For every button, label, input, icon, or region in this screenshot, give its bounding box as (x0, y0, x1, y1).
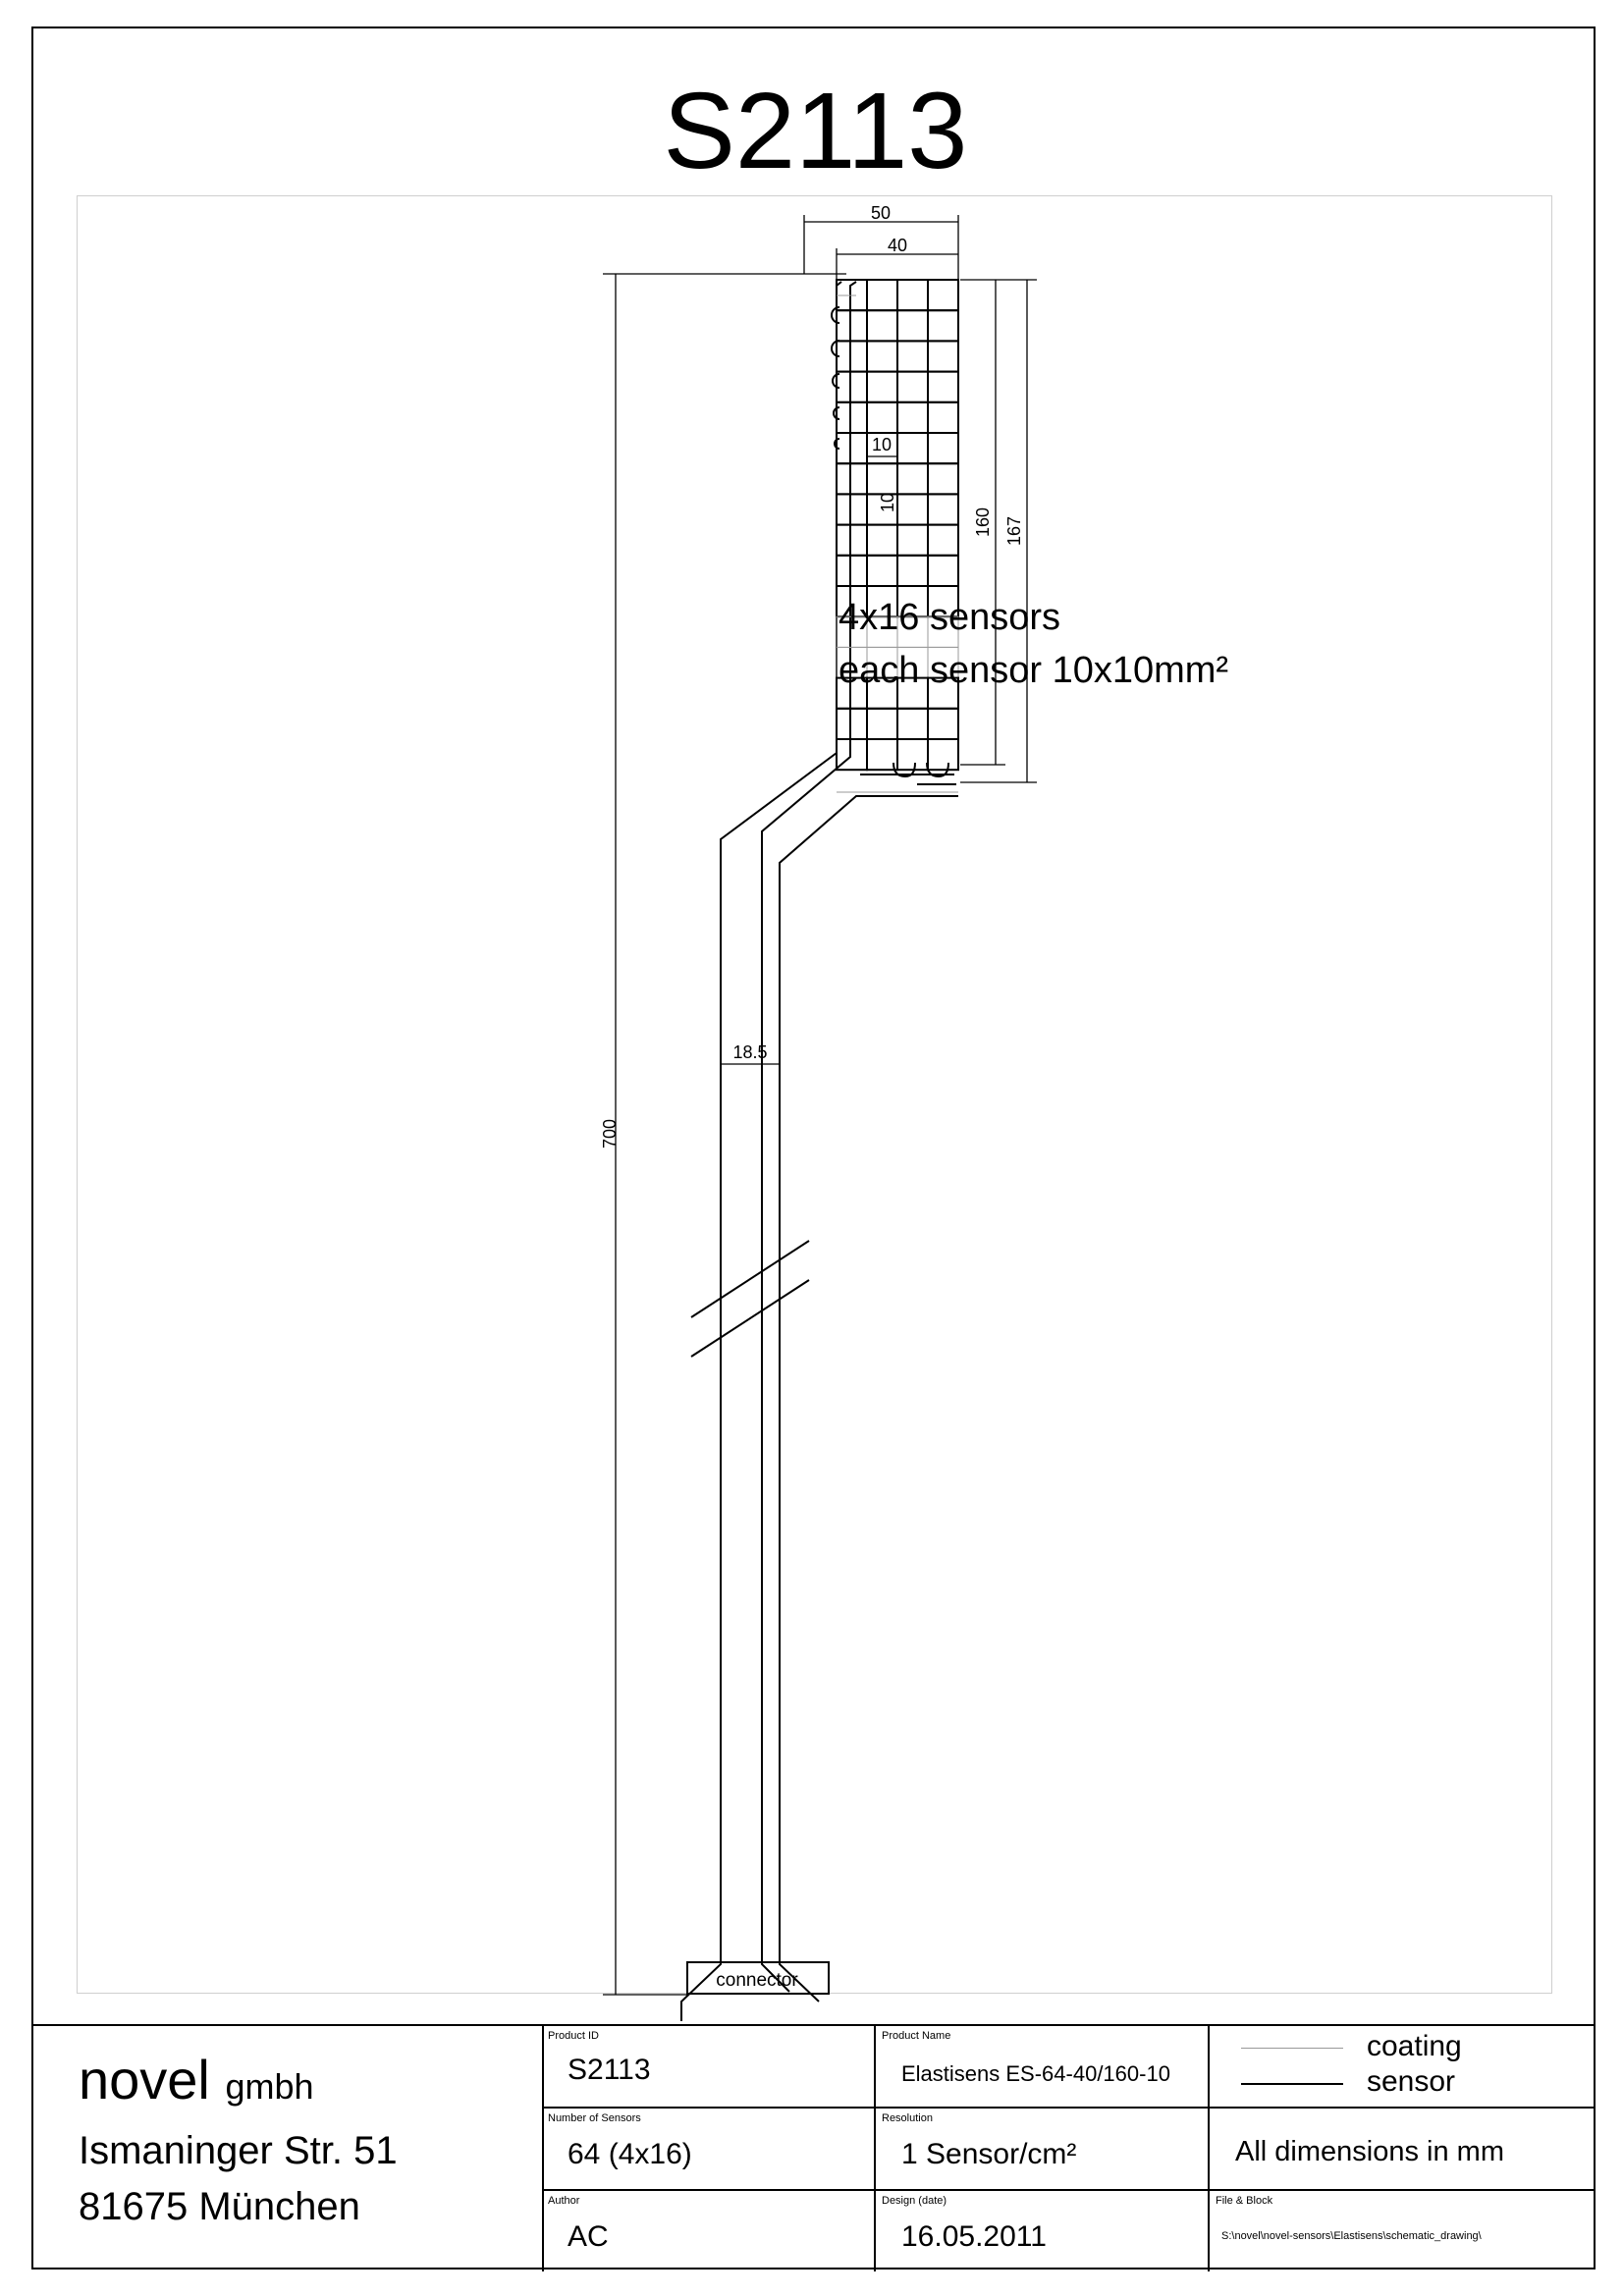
sensor-cell (897, 709, 928, 739)
sensor-cell (867, 463, 897, 494)
product-name-cell (876, 2026, 1210, 2109)
break-line-1 (691, 1241, 809, 1317)
sensor-cell (867, 280, 897, 310)
dim-label-167: 167 (1004, 515, 1024, 547)
resolution-cell (876, 2109, 1210, 2191)
sensor-cell (867, 372, 897, 402)
sensor-cell (897, 341, 928, 371)
author-label: Author (548, 2195, 580, 2207)
num-sensors-cell (542, 2109, 876, 2191)
sensor-cell (867, 341, 897, 371)
file-path: S:\novel\novel-sensors\Elastisens\schematic_drawing\ (1221, 2230, 1482, 2242)
sensor-cell (897, 739, 928, 770)
sensor-cell (837, 556, 867, 586)
dimensions-note: All dimensions in mm (1235, 2136, 1504, 2167)
sensor-cell (897, 433, 928, 463)
dim-label-700: 700 (600, 1118, 620, 1149)
dim-label-10-vertical: 10 (878, 492, 897, 513)
dim-label-18-5: 18.5 (732, 1042, 768, 1062)
design-date-value: 16.05.2011 (901, 2220, 1047, 2253)
sensor-cell (897, 402, 928, 433)
drawing-sheet (31, 27, 1596, 2269)
sensor-schematic (33, 28, 1594, 2021)
product-id-value: S2113 (568, 2054, 651, 2086)
resolution-value: 1 Sensor/cm² (901, 2138, 1077, 2170)
sensor-cell (928, 739, 958, 770)
sensor-cell (837, 372, 867, 402)
sensor-cell (837, 310, 867, 341)
sensor-size-label: each sensor 10x10mm² (839, 650, 1229, 691)
sensor-grid (837, 280, 958, 770)
legend-sensor: sensor (1367, 2065, 1456, 2098)
sensor-count-label: 4x16 sensors (839, 597, 1061, 638)
num-sensors-label: Number of Sensors (548, 2112, 641, 2124)
sensor-outline-right (780, 796, 958, 2002)
dimensions-note-cell (1210, 2109, 1594, 2191)
sensor-cell (897, 494, 928, 524)
company-name (79, 2048, 314, 2111)
file-label: File & Block (1216, 2195, 1273, 2207)
design-date-label: Design (date) (882, 2195, 947, 2207)
num-sensors-value: 64 (4x16) (568, 2138, 692, 2170)
sensor-cell (897, 556, 928, 586)
file-cell (1210, 2191, 1594, 2271)
dim-label-10-horizontal: 10 (871, 435, 893, 454)
product-name-label: Product Name (882, 2030, 951, 2042)
sensor-cell (928, 341, 958, 371)
sensor-cell (837, 402, 867, 433)
product-id-cell (542, 2026, 876, 2109)
sensor-cell (837, 525, 867, 556)
sensor-cell (928, 402, 958, 433)
sensor-cell (837, 433, 867, 463)
company-name-text: novel (79, 2049, 210, 2110)
sensor-cell (928, 372, 958, 402)
coating-line (1241, 2048, 1343, 2049)
sensor-cell (928, 463, 958, 494)
dim-label-40: 40 (887, 236, 908, 255)
sensor-cell (897, 310, 928, 341)
sensor-cell (837, 709, 867, 739)
sensor-cell (928, 433, 958, 463)
sensor-cell (928, 709, 958, 739)
sensor-cell (867, 709, 897, 739)
break-line-2 (691, 1280, 809, 1357)
sensor-cell (837, 341, 867, 371)
sensor-cell (928, 556, 958, 586)
author-cell (542, 2191, 876, 2271)
sensor-cell (928, 280, 958, 310)
company-city: 81675 München (79, 2185, 360, 2228)
sensor-cell (897, 280, 928, 310)
sensor-cell (928, 494, 958, 524)
company-info (33, 2026, 544, 2271)
sensor-cell (928, 310, 958, 341)
sensor-cell (867, 402, 897, 433)
sensor-cell (837, 463, 867, 494)
sensor-cell (897, 525, 928, 556)
resolution-label: Resolution (882, 2112, 933, 2124)
product-id-label: Product ID (548, 2030, 599, 2042)
company-suffix: gmbh (225, 2066, 314, 2107)
sensor-cell (867, 525, 897, 556)
sensor-cell (897, 372, 928, 402)
sensor-cell (897, 463, 928, 494)
company-street: Ismaninger Str. 51 (79, 2129, 398, 2172)
sensor-cell (928, 525, 958, 556)
title-block (33, 2024, 1594, 2271)
sensor-cell (867, 310, 897, 341)
sensor-cell (867, 556, 897, 586)
drawing-title: S2113 (663, 71, 968, 191)
dim-label-50: 50 (870, 203, 892, 223)
legend-coating: coating (1367, 2030, 1462, 2062)
connector-label: connector (716, 1970, 798, 1991)
design-date-cell (876, 2191, 1210, 2271)
sensor-line (1241, 2083, 1343, 2085)
legend-cell (1210, 2026, 1594, 2109)
sensor-cell (837, 494, 867, 524)
dim-label-160: 160 (973, 507, 993, 538)
author-value: AC (568, 2220, 609, 2253)
product-name-value: Elastisens ES-64-40/160-10 (901, 2061, 1170, 2086)
